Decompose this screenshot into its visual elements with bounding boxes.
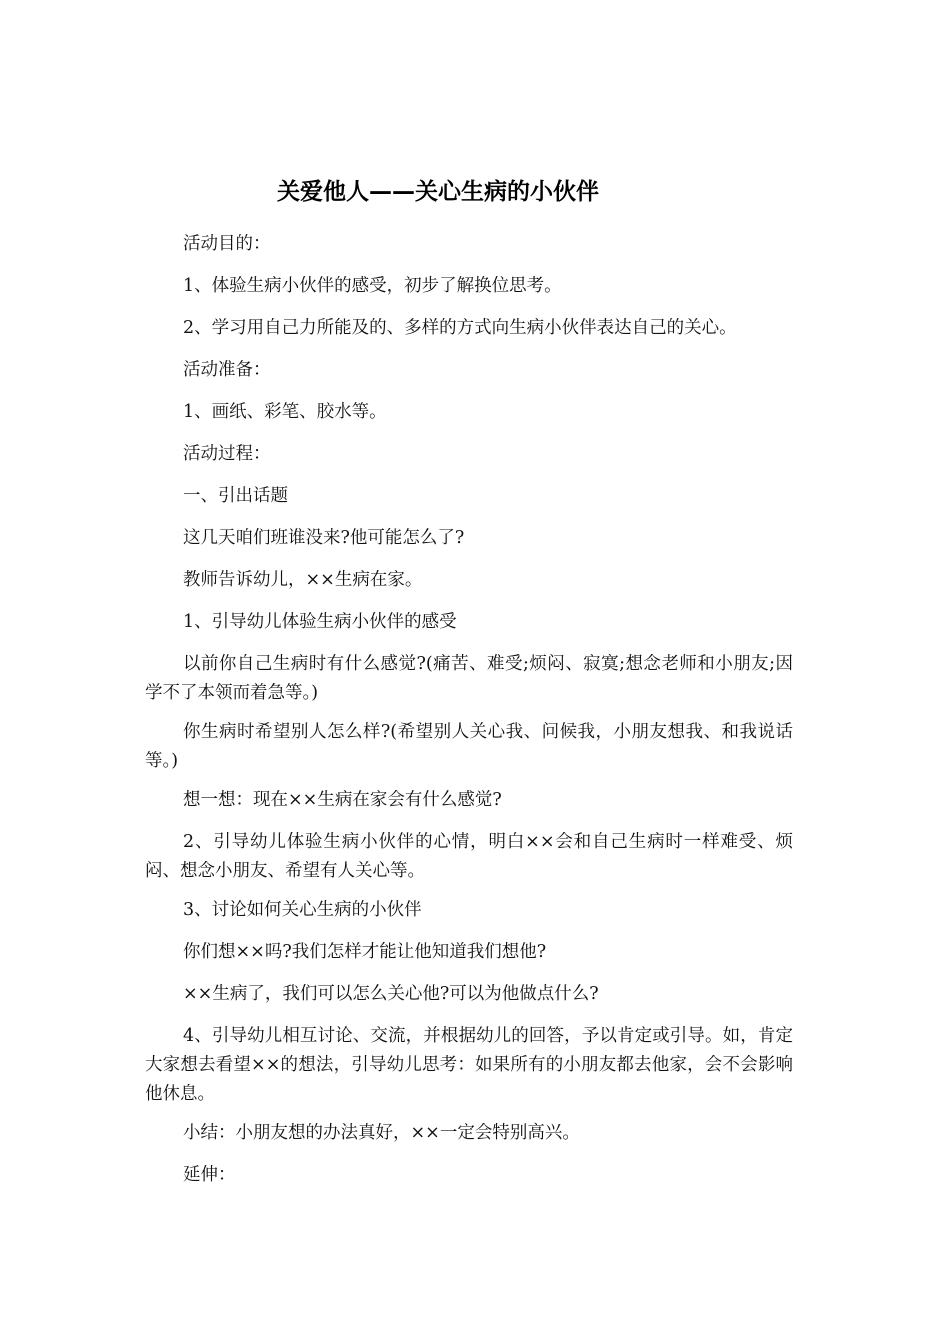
paragraph: 1、引导幼儿体验生病小伙伴的感受 [183,612,457,632]
paragraph: 2、引导幼儿体验生病小伙伴的心情，明白××会和自己生病时一样难受、烦闷、想念小朋友、希望有人关心等。 [145,832,793,881]
paragraph: 1、画纸、彩笔、胶水等。 [183,402,387,422]
paragraph: 想一想：现在××生病在家会有什么感觉? [183,790,502,810]
document-title: 关爱他人——关心生病的小伙伴 [277,179,599,205]
paragraph: 活动过程： [183,444,271,464]
paragraph: 2、学习用自己力所能及的、多样的方式向生病小伙伴表达自己的关心。 [183,318,737,338]
document-body [145,230,793,1190]
paragraph: 3、讨论如何关心生病的小伙伴 [183,900,422,920]
paragraph: 一、引出话题 [183,486,288,506]
paragraph: ××生病了，我们可以怎么关心他?可以为他做点什么? [183,984,599,1004]
paragraph: 延伸： [183,1165,236,1185]
paragraph: 小结：小朋友想的办法真好，××一定会特别高兴。 [183,1123,580,1143]
paragraph: 活动目的： [183,234,271,254]
paragraph: 4、引导幼儿相互讨论、交流，并根据幼儿的回答，予以肯定或引导。如，肯定大家想去看望××的想法，引导幼儿思考：如果所有的小朋友都去他家，会不会影响他休息。 [145,1026,793,1104]
paragraph: 教师告诉幼儿，××生病在家。 [183,570,423,590]
paragraph: 1、体验生病小伙伴的感受，初步了解换位思考。 [183,276,562,296]
paragraph: 你生病时希望别人怎么样?(希望别人关心我、问候我，小朋友想我、和我说话等。) [145,722,793,771]
paragraph: 你们想××吗?我们怎样才能让他知道我们想他? [183,942,547,962]
paragraph: 以前你自己生病时有什么感觉?(痛苦、难受;烦闷、寂寞;想念老师和小朋友;因学不了本领而着急等。) [145,654,793,703]
paragraph: 活动准备： [183,360,271,380]
paragraph: 这几天咱们班谁没来?他可能怎么了? [183,528,465,548]
